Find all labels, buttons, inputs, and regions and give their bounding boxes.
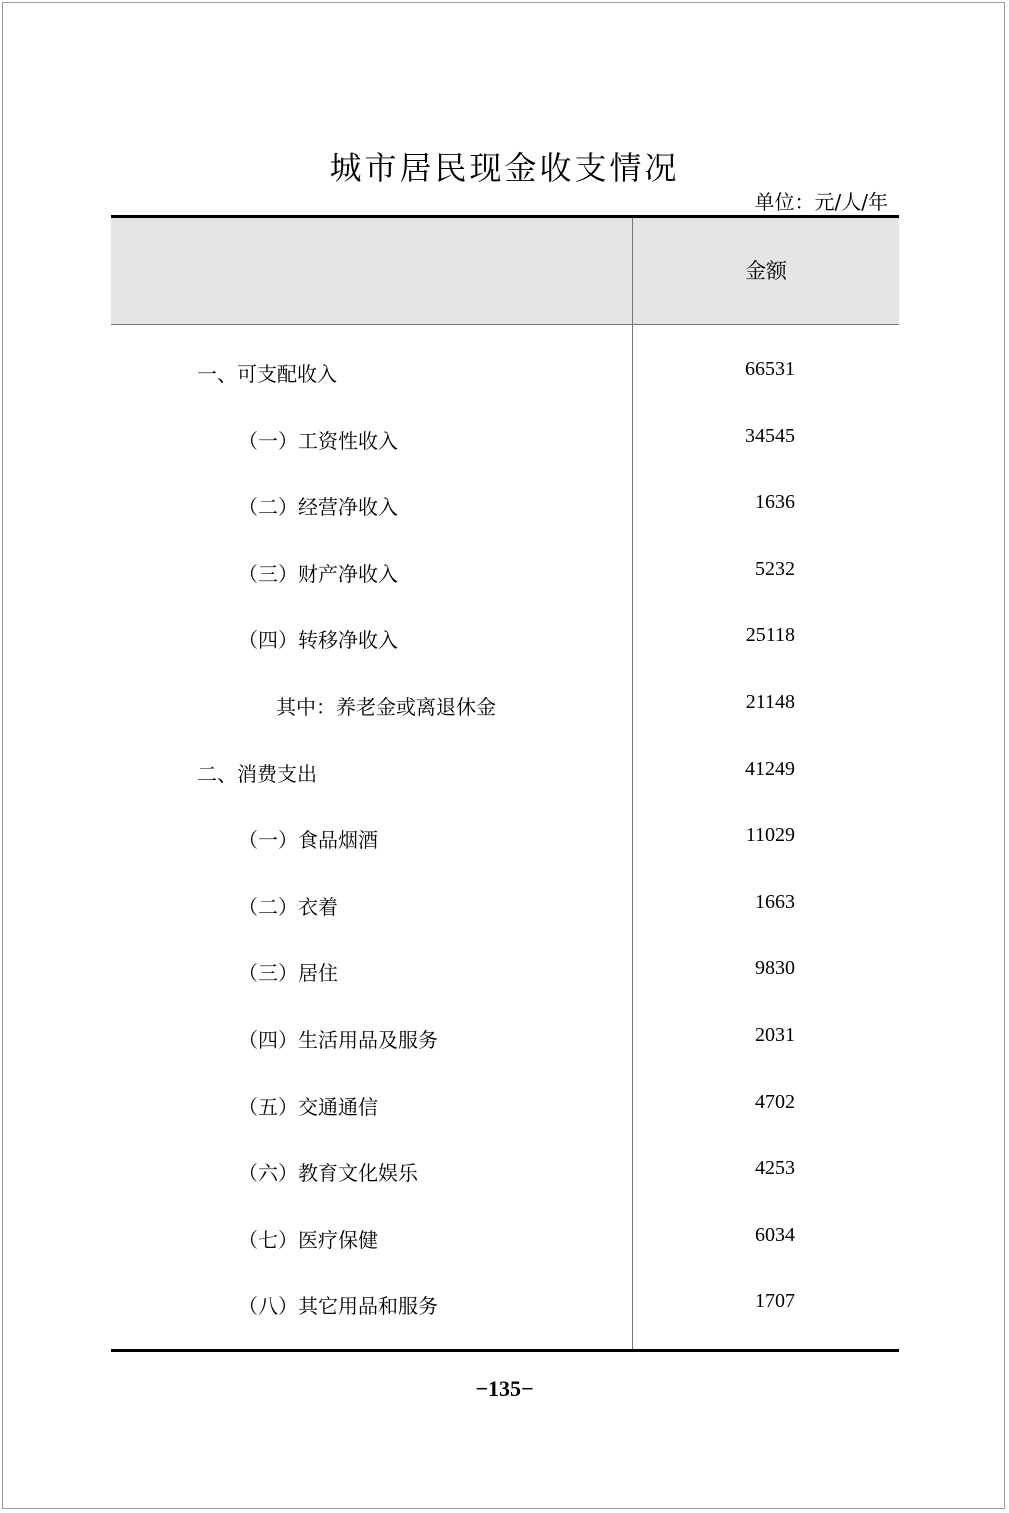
row-label: （三）居住 [238, 961, 338, 986]
row-value: 34545 [745, 424, 795, 447]
table-row [0, 471, 1009, 538]
table-row [0, 338, 1009, 405]
row-value: 9830 [755, 957, 795, 980]
row-label: （八）其它用品和服务 [238, 1294, 438, 1319]
row-label: （二）经营净收入 [238, 495, 398, 520]
row-label: （一）食品烟酒 [238, 828, 378, 853]
unit-label: 单位：元/人/年 [754, 190, 888, 214]
table-bottom-rule [111, 1349, 899, 1352]
table-row [0, 1137, 1009, 1204]
row-value: 2031 [755, 1023, 795, 1046]
row-value: 11029 [745, 824, 795, 847]
row-label: （七）医疗保健 [238, 1227, 378, 1252]
row-value: 1663 [755, 890, 795, 913]
row-label: （二）衣着 [238, 894, 338, 919]
table-row [0, 1004, 1009, 1071]
table-row [0, 405, 1009, 472]
table-body [0, 338, 1009, 1337]
row-value: 21148 [745, 690, 795, 713]
row-value: 6034 [755, 1223, 795, 1246]
table-row [0, 937, 1009, 1004]
row-label: （六）教育文化娱乐 [238, 1161, 418, 1186]
column-header-amount: 金额 [745, 259, 787, 283]
row-label: （三）财产净收入 [238, 561, 398, 586]
row-value: 41249 [745, 757, 795, 780]
row-label: （四）转移净收入 [238, 628, 398, 653]
row-label: （四）生活用品及服务 [238, 1027, 438, 1052]
table-row [0, 871, 1009, 938]
page-title: 城市居民现金收支情况 [329, 149, 680, 187]
page-number: −135− [475, 1376, 534, 1401]
table-row [0, 604, 1009, 671]
table-row [0, 538, 1009, 605]
table-row [0, 671, 1009, 738]
table-row [0, 1071, 1009, 1138]
row-label: （五）交通通信 [238, 1094, 378, 1119]
row-label: （一）工资性收入 [238, 428, 398, 453]
row-value: 5232 [755, 557, 795, 580]
table-row [0, 738, 1009, 805]
row-value: 25118 [745, 624, 795, 647]
table-row [0, 1270, 1009, 1337]
row-label: 二、消费支出 [197, 761, 317, 786]
table-row [0, 1204, 1009, 1271]
row-value: 1707 [755, 1290, 795, 1313]
table-row [0, 804, 1009, 871]
row-value: 1636 [755, 491, 795, 514]
row-value: 66531 [745, 358, 795, 380]
row-label: 其中：养老金或离退休金 [276, 694, 496, 719]
row-label: 一、可支配收入 [197, 362, 337, 386]
row-value: 4253 [755, 1157, 795, 1180]
row-value: 4702 [755, 1090, 795, 1113]
